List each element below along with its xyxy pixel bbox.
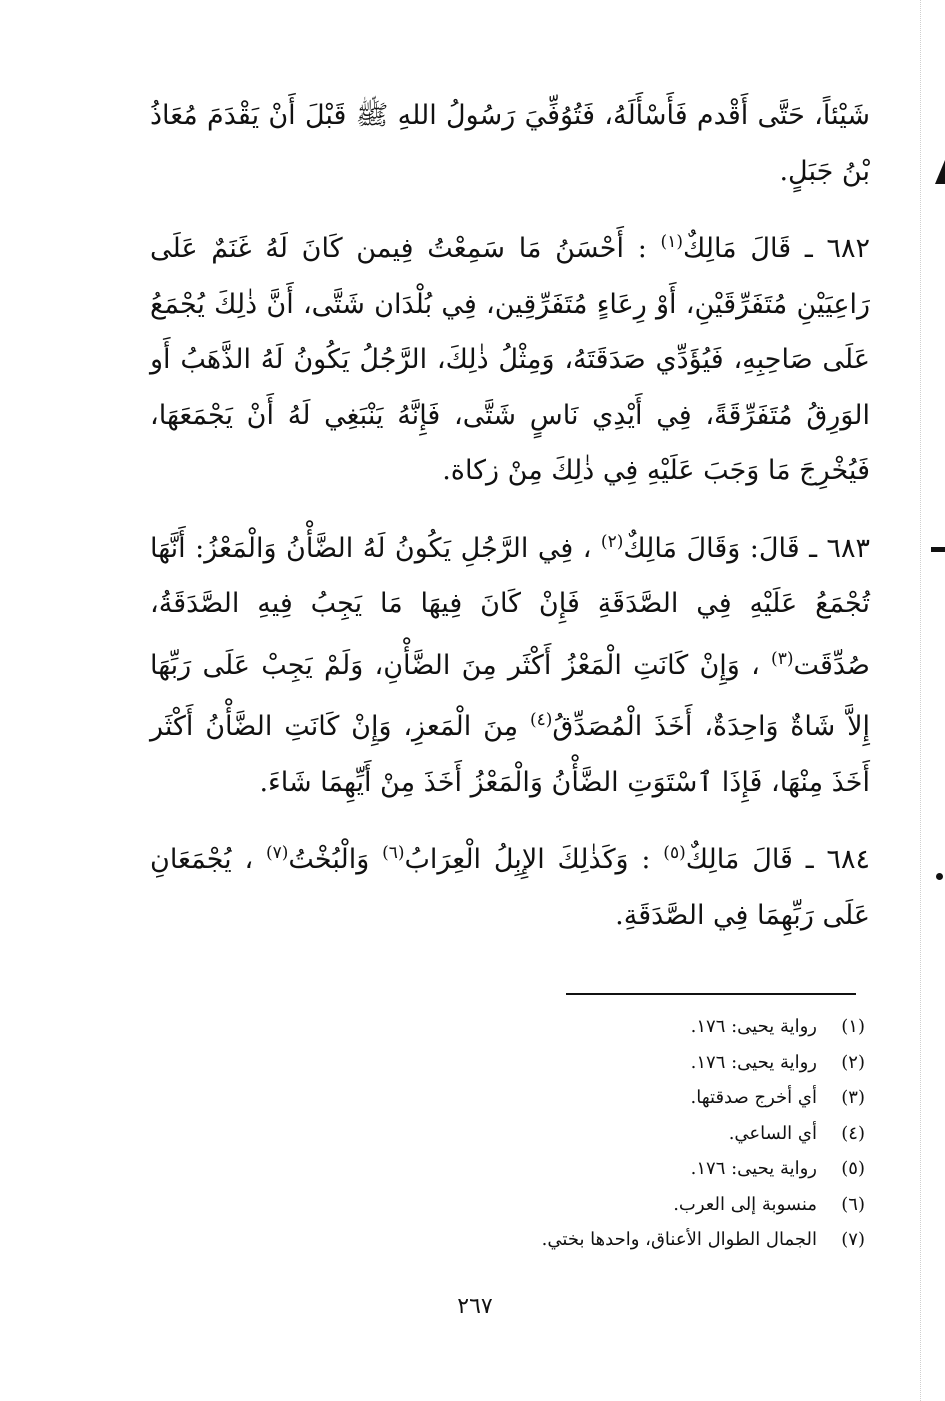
footnote-ref: (٧) (265, 843, 289, 863)
paragraph-684 (150, 826, 870, 943)
paragraph-continuation (150, 88, 870, 199)
edge-mark (936, 873, 943, 880)
footnote-item (420, 1045, 865, 1081)
paragraph-text: : أَحْسَنُ مَا سَمِعْتُ فِيمن كَانَ لَهُ غَنَمٌ عَلَى رَاعِيَيْنِ مُتَفَرِّقَيْنِ، أَوْ رِعَاءٍ مُتَفَرِّقِين، فِي بُلْدَان شَتَّى، أَنَّ ذٰلِكَ يُجْمَعُ عَلَى صَاحِبِهِ، فَيُؤَدِّي صَدَقَتَهُ، وَمِثْلُ ذٰلِكَ، الرَّجُلُ يَكُونُ لَهُ الذَّهَبُ أَو الوَرِقُ مُتَفَرِّقَةً، فِي أَيْدِي نَاسٍ شَتَّى، فَإِنَّهُ يَنْبَغِي لَهُ أَنْ يَجْمَعَهَا، فَيُخْرِجَ مَا وَجَبَ عَلَيْهِ فِي ذٰلِكَ مِنْ زكاة. (150, 233, 870, 486)
footnote-item (420, 1222, 865, 1258)
paragraph-text: شَيْئاً، حَتَّى أَقْدم فَأَسْأَلَهُ، فَتُوُفِّيَ رَسُولُ اللهِ ﷺ قَبْلَ أَنْ يَقْدَمَ مُعَاذُ بْنُ جَبَلٍ. (150, 100, 870, 187)
footnote-number: (٧) (841, 1229, 865, 1250)
footnote-text: رواية يحيى: ١٧٦. (690, 1051, 817, 1073)
page-edge (920, 0, 945, 1401)
page-number: ٢٦٧ (457, 1294, 493, 1319)
footnote-number: (٦) (841, 1193, 865, 1215)
footnote-text: رواية يحيى: ١٧٦. (690, 1158, 817, 1179)
footnote-number: (١) (841, 1016, 865, 1037)
main-text (150, 88, 870, 959)
footnote-item (420, 1080, 865, 1116)
paragraph-682 (150, 215, 870, 499)
footnote-item (420, 1151, 865, 1187)
footnote-text: أي أخرج صدقتها. (690, 1087, 817, 1108)
edge-mark (931, 547, 945, 552)
paragraph-heading: ٦٨٤ ـ قَالَ مَالِكٌ (685, 844, 870, 875)
footnote-ref: (٢) (600, 531, 624, 552)
footnote-item (420, 1009, 865, 1045)
footnote-item (420, 1116, 865, 1152)
footnote-number: (٤) (841, 1122, 865, 1144)
footnote-text: أي الساعي. (728, 1122, 817, 1144)
paragraph-text: : وَكَذٰلِكَ الإِبِلُ الْعِرَابُ (404, 844, 664, 875)
paragraph-text: وَالْبُخْتُ (288, 844, 383, 875)
footnote-item (420, 1187, 865, 1223)
footnote-divider (566, 993, 856, 995)
paragraph-heading: ٦٨٣ ـ قَالَ: وَقَالَ مَالِكٌ (623, 532, 870, 564)
footnotes (420, 1009, 865, 1258)
footnote-ref: (٤) (529, 710, 553, 730)
footnote-ref: (١) (660, 232, 683, 252)
paragraph-683 (150, 515, 870, 811)
footnote-number: (٥) (841, 1158, 865, 1179)
paragraph-text: ، وَإِنْ كَانَتِ الْمَعْزُ أَكْثَر مِنَ الضَّأْنِ، وَلَمْ يَجِبْ عَلَى رَبِّهَا إِلاَّ شَاةٌ وَاحِدَةٌ، أَخَذَ الْمُصَدِّقُ (150, 649, 870, 742)
paragraph-text: ، فِي الرَّجُلِ يَكُونُ لَهُ الضَّأْنُ وَالْمَعْزُ: أَنَّهَا تُجْمَعُ عَلَيْهِ فِي الصَّدَقَةِ فَإِنْ كَانَ فِيهَا مَا يَجِبُ فِيهِ الصَّدَقَةُ، صُدِّقَت (150, 532, 870, 681)
paragraph-text: ، يُجْمَعَانِ عَلَى رَبِّهِمَا فِي الصَّدَقَةِ. (150, 844, 870, 931)
footnote-text: الجمال الطوال الأعناق، واحدها بختي. (541, 1229, 817, 1250)
paragraph-text: مِنَ الْمَعزِ، وَإِنْ كَانَتِ الضَّأْنُ أَكْثَر أَخَذَ مِنْهَا، فَإِذَا ٱسْتَوَتِ الضَّأْنُ وَالْمَعْزُ أَخَذَ مِنْ أَيِّهِمَا شَاءَ. (150, 711, 870, 798)
footnote-text: رواية يحيى: ١٧٦. (690, 1016, 817, 1037)
footnote-ref: (٣) (771, 648, 794, 669)
footnote-ref: (٥) (663, 843, 686, 863)
footnote-number: (٣) (841, 1087, 865, 1108)
footnote-ref: (٦) (382, 843, 405, 863)
footnote-text: منسوبة إلى العرب. (673, 1193, 817, 1215)
footnote-number: (٢) (841, 1051, 865, 1073)
paragraph-heading: ٦٨٢ ـ قَالَ مَالِكٌ (682, 233, 870, 264)
